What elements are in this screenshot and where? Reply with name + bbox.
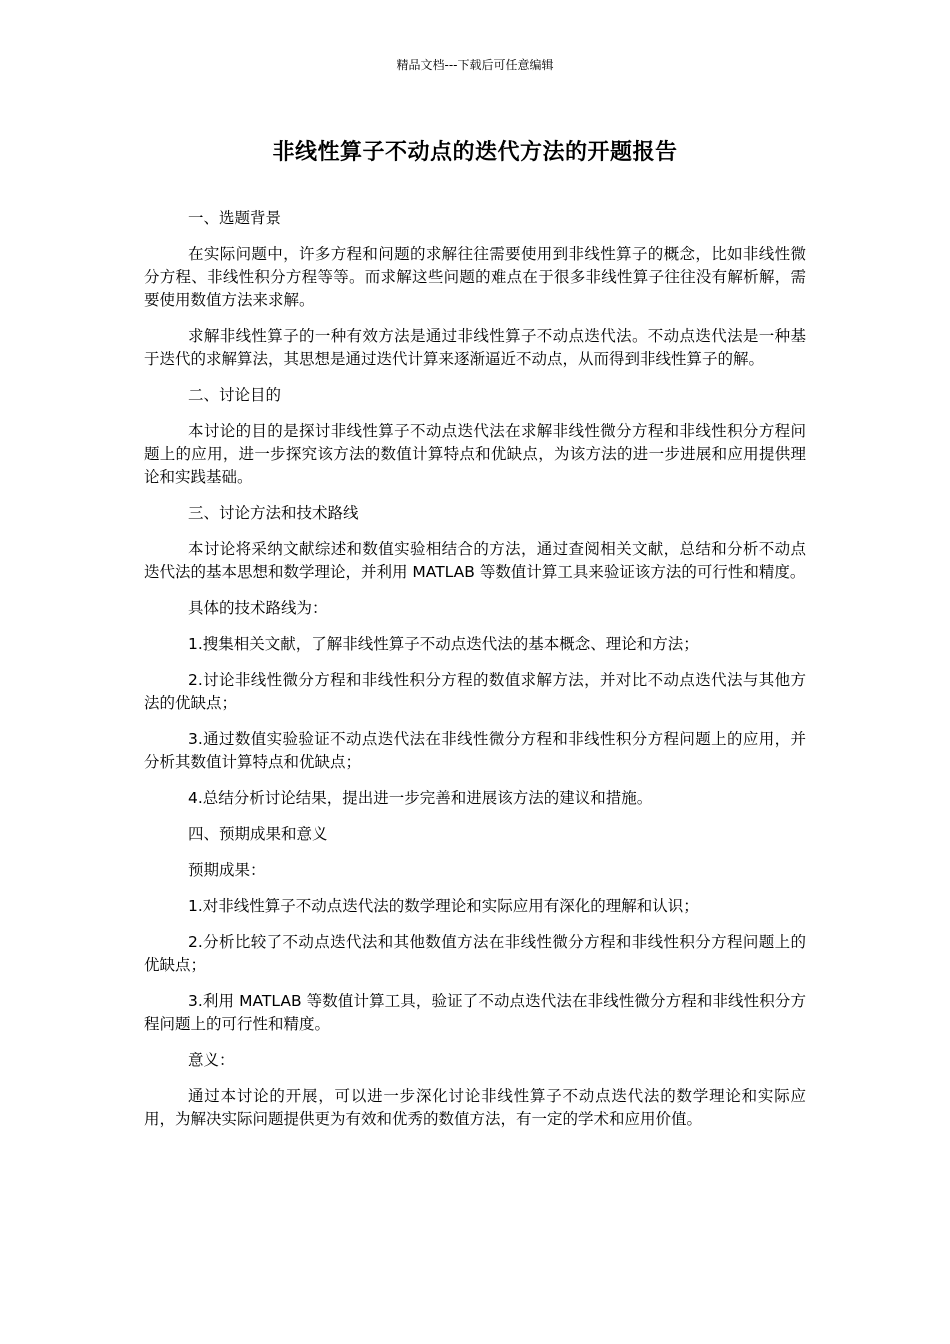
list-item: 3.利用 MATLAB 等数值计算工具，验证了不动点迭代法在非线性微分方程和非线性积分方程问题上的可行性和精度。 bbox=[144, 992, 806, 1033]
paragraph: 具体的技术路线为： bbox=[188, 599, 328, 617]
paragraph: 本讨论的目的是探讨非线性算子不动点迭代法在求解非线性微分方程和非线性积分方程问题上的应用，进一步探究该方法的数值计算特点和优缺点，为该方法的进一步进展和应用提供理论和实践基础。 bbox=[144, 422, 806, 486]
paragraph: 通过本讨论的开展，可以进一步深化讨论非线性算子不动点迭代法的数学理论和实际应用，为解决实际问题提供更为有效和优秀的数值方法，有一定的学术和应用价值。 bbox=[144, 1087, 806, 1128]
paragraph: 本讨论将采纳文献综述和数值实验相结合的方法，通过查阅相关文献，总结和分析不动点迭代法的基本思想和数学理论，并利用 MATLAB 等数值计算工具来验证该方法的可行性和精度。 bbox=[144, 540, 806, 581]
section-heading-outcomes: 四、预期成果和意义 bbox=[188, 825, 328, 843]
section-heading-methods: 三、讨论方法和技术路线 bbox=[188, 504, 359, 522]
list-item: 3.通过数值实验验证不动点迭代法在非线性微分方程和非线性积分方程问题上的应用，并分析其数值计算特点和优缺点； bbox=[144, 730, 806, 771]
section-heading-background: 一、选题背景 bbox=[188, 209, 282, 227]
paragraph: 在实际问题中，许多方程和问题的求解往往需要使用到非线性算子的概念，比如非线性微分方程、非线性积分方程等等。而求解这些问题的难点在于很多非线性算子往往没有解析解，需要使用数值方法来求解。 bbox=[144, 245, 806, 309]
document-body bbox=[144, 207, 806, 1144]
document-title: 非线性算子不动点的迭代方法的开题报告 bbox=[272, 140, 678, 165]
list-item: 1.搜集相关文献，了解非线性算子不动点迭代法的基本概念、理论和方法； bbox=[188, 635, 699, 653]
list-item: 1.对非线性算子不动点迭代法的数学理论和实际应用有深化的理解和认识； bbox=[188, 897, 699, 915]
list-item: 2.分析比较了不动点迭代法和其他数值方法在非线性微分方程和非线性积分方程问题上的优缺点； bbox=[144, 933, 806, 974]
paragraph: 求解非线性算子的一种有效方法是通过非线性算子不动点迭代法。不动点迭代法是一种基于迭代的求解算法，其思想是通过迭代计算来逐渐逼近不动点，从而得到非线性算子的解。 bbox=[144, 327, 806, 368]
paragraph: 预期成果： bbox=[188, 861, 266, 879]
list-item: 4.总结分析讨论结果，提出进一步完善和进展该方法的建议和措施。 bbox=[188, 789, 653, 807]
header-note: 精品文档---下载后可任意编辑 bbox=[396, 58, 554, 72]
paragraph: 意义： bbox=[188, 1051, 235, 1069]
section-heading-purpose: 二、讨论目的 bbox=[188, 386, 282, 404]
list-item: 2.讨论非线性微分方程和非线性积分方程的数值求解方法，并对比不动点迭代法与其他方法的优缺点； bbox=[144, 671, 806, 712]
